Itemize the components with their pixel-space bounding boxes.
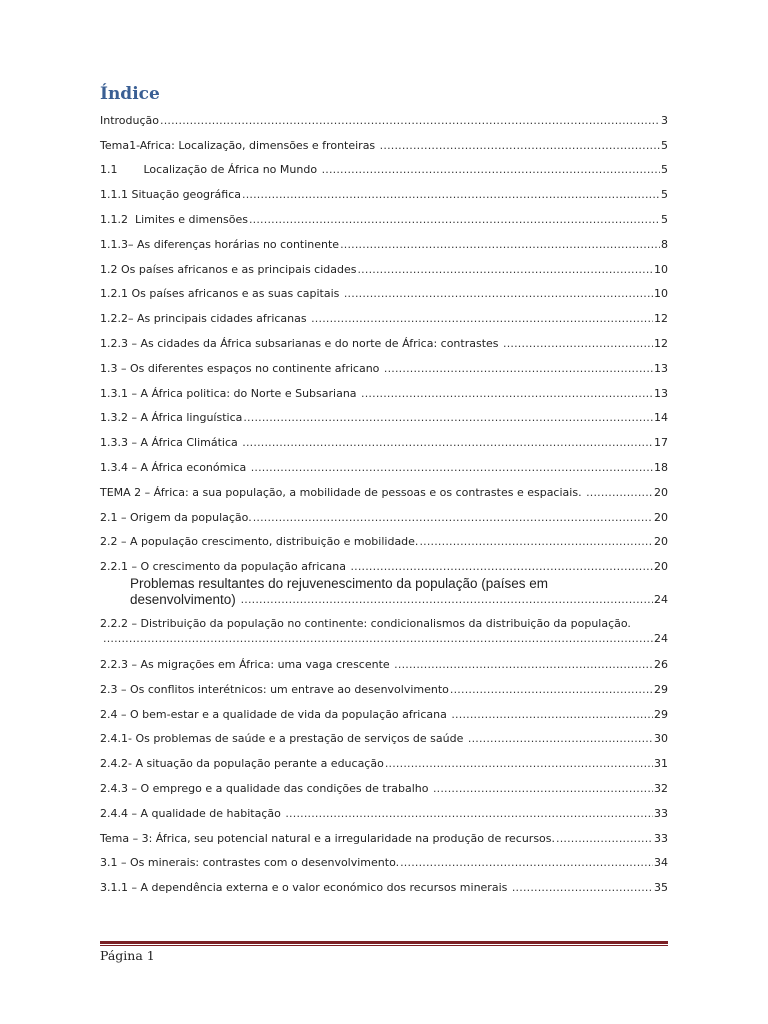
toc-leader-dots [394, 658, 653, 672]
toc-leader-dots [400, 856, 653, 870]
toc-entry-page: 12 [654, 336, 668, 350]
toc-entry-page: 24 [654, 593, 668, 607]
table-of-contents [100, 103, 668, 895]
toc-entry-multiline[interactable] [100, 574, 668, 608]
toc-entry-label: 1.1.3– As diferenças horárias no continente [100, 237, 340, 251]
toc-entry-label: Localização de África no Mundo [143, 163, 321, 177]
toc-entry[interactable] [100, 128, 668, 153]
toc-entry-label: Tema – 3: África, seu potencial natural e a irregularidade na produção de recursos. [100, 831, 556, 845]
toc-entry-label: 2.4.1- Os problemas de saúde e a prestação de serviços de saúde [100, 732, 467, 746]
toc-entry-page: 13 [654, 386, 668, 400]
toc-entry-label: 1.3.4 – A África económica [100, 460, 250, 474]
toc-entry-page: 8 [661, 237, 668, 251]
toc-entry-page: 20 [654, 510, 668, 524]
toc-entry-page: 5 [661, 163, 668, 177]
toc-leader-dots [361, 387, 653, 401]
toc-leader-dots [512, 881, 653, 895]
toc-entry[interactable] [100, 103, 668, 128]
toc-entry-page: 20 [654, 560, 668, 574]
toc-entry-page: 26 [654, 657, 668, 671]
toc-entry-page: 13 [654, 361, 668, 375]
toc-leader-dots [556, 832, 653, 846]
toc-entry[interactable] [100, 277, 668, 302]
toc-entry[interactable] [100, 351, 668, 376]
toc-leader-dots [450, 683, 653, 697]
toc-entry-label: 2.2 – A população crescimento, distribuição e mobilidade. [100, 535, 419, 549]
toc-leader-dots [241, 592, 653, 608]
toc-leader-dots [468, 732, 653, 746]
toc-entry-label: 1.3.3 – A África Climática [100, 436, 242, 450]
toc-entry-page: 14 [654, 411, 668, 425]
toc-entry-page: 29 [654, 707, 668, 721]
toc-entry-page: 24 [654, 632, 668, 646]
toc-entry[interactable] [100, 722, 668, 747]
toc-entry-page: 30 [654, 732, 668, 746]
toc-title: Índice [100, 84, 160, 104]
toc-leader-dots [419, 535, 653, 549]
toc-entry-page: 34 [654, 856, 668, 870]
toc-entry[interactable] [100, 647, 668, 672]
toc-entry-line2 [100, 592, 668, 608]
toc-entry[interactable] [100, 525, 668, 550]
toc-leader-dots [242, 188, 660, 202]
toc-entry[interactable] [100, 450, 668, 475]
toc-leader-dots [433, 782, 653, 796]
toc-entry[interactable] [100, 796, 668, 821]
toc-entry[interactable] [100, 475, 668, 500]
toc-entry-page: 35 [654, 881, 668, 895]
toc-leader-dots [285, 807, 653, 821]
toc-leader-dots [249, 213, 660, 227]
toc-entry-label: 3.1.1 – A dependência externa e o valor económico dos recursos minerais [100, 881, 511, 895]
toc-entry-label: 1.3.1 – A África politica: do Norte e Subsariana [100, 386, 361, 400]
toc-entry[interactable] [100, 326, 668, 351]
toc-leader-dots [311, 312, 653, 326]
toc-entry-label: 1.1.2 Limites e dimensões [100, 212, 248, 226]
toc-entry[interactable] [100, 870, 668, 895]
toc-entry-label: Introdução [100, 113, 160, 127]
toc-entry[interactable] [100, 376, 668, 401]
toc-entry-label: 2.4.3 – O emprego e a qualidade das condições de trabalho [100, 781, 432, 795]
toc-leader-dots [253, 511, 653, 525]
toc-entry-label: 1.3.2 – A África linguística [100, 411, 243, 425]
toc-leader-dots [586, 486, 653, 500]
toc-entry[interactable] [100, 672, 668, 697]
footer-rule-thin [100, 945, 668, 946]
toc-entry-label: 2.3 – Os conflitos interétnicos: um entrave ao desenvolvimento [100, 682, 449, 696]
toc-entry-label: 3.1 – Os minerais: contrastes com o desenvolvimento. [100, 856, 400, 870]
toc-entry-label: 1.2.3 – As cidades da África subsarianas e do norte de África: contrastes [100, 336, 503, 350]
toc-leader-dots [340, 238, 660, 252]
toc-entry-label: Tema1-Africa: Localização, dimensões e fronteiras [100, 138, 379, 152]
toc-entry-page: 10 [654, 287, 668, 301]
toc-entry-label: 1.2 Os países africanos e as principais cidades [100, 262, 357, 276]
toc-entry-page: 20 [654, 535, 668, 549]
toc-entry[interactable] [100, 227, 668, 252]
toc-entry[interactable] [100, 425, 668, 450]
toc-entry[interactable] [100, 846, 668, 871]
toc-entry[interactable] [100, 401, 668, 426]
toc-leader-dots [384, 362, 653, 376]
toc-entry-label: 2.1 – Origem da população. [100, 510, 252, 524]
toc-entry[interactable] [100, 697, 668, 722]
toc-entry[interactable] [100, 301, 668, 326]
toc-entry-page: 32 [654, 781, 668, 795]
toc-entry-page: 5 [661, 212, 668, 226]
toc-entry-label-line1: Problemas resultantes do rejuvenescimento da população (países em [130, 576, 548, 592]
toc-entry-page: 5 [661, 138, 668, 152]
toc-entry-page: 33 [654, 831, 668, 845]
toc-entry-page: 20 [654, 485, 668, 499]
toc-leader-dots [380, 139, 660, 153]
footer-rule-thick [100, 941, 668, 944]
toc-entry-page: 33 [654, 806, 668, 820]
toc-leader-dots [243, 411, 653, 425]
toc-entry-page: 3 [661, 113, 668, 127]
toc-leader-dots [242, 436, 653, 450]
toc-entry-label: 2.2.2 – Distribuição da população no continente: condicionalismos da distribuição da população. [100, 617, 631, 631]
toc-leader-dots [357, 263, 653, 277]
toc-leader-dots [451, 708, 653, 722]
toc-entry-page: 12 [654, 312, 668, 326]
toc-entry-label: 1.3 – Os diferentes espaços no continente africano [100, 361, 383, 375]
toc-entry-page: 5 [661, 188, 668, 202]
footer-rule [100, 941, 668, 946]
toc-entry-wrapped[interactable] [100, 608, 668, 647]
toc-leader-dots [322, 163, 660, 177]
toc-entry-label: 1.2.2– As principais cidades africanas [100, 312, 311, 326]
toc-entry-page: 31 [654, 757, 668, 771]
toc-leader-dots [344, 287, 653, 301]
toc-entry-label: 1.1.1 Situação geográfica [100, 188, 242, 202]
toc-entry-label: TEMA 2 – África: a sua população, a mobilidade de pessoas e os contrastes e espaciais. [100, 485, 586, 499]
toc-entry[interactable] [100, 549, 668, 574]
toc-leader-dots [160, 114, 660, 128]
toc-entry[interactable] [100, 500, 668, 525]
toc-leader-dots [385, 757, 653, 771]
toc-leader-dots [251, 461, 653, 475]
toc-leader-dots [103, 631, 653, 647]
toc-entry[interactable] [100, 153, 668, 178]
toc-leader-dots [350, 560, 653, 574]
toc-entry[interactable] [100, 746, 668, 771]
toc-entry-label-line2: desenvolvimento) [130, 592, 240, 608]
toc-entry-label: 2.4.2- A situação da população perante a educação [100, 757, 384, 771]
toc-entry-page: 29 [654, 682, 668, 696]
toc-entry-page: 17 [654, 436, 668, 450]
toc-entry-label: 2.2.3 – As migrações em África: uma vaga crescente [100, 657, 394, 671]
toc-entry-label: 2.4.4 – A qualidade de habitação [100, 806, 285, 820]
toc-entry-label: 1.2.1 Os países africanos e as suas capitais [100, 287, 343, 301]
toc-leader-dots [503, 337, 653, 351]
toc-entry[interactable] [100, 202, 668, 227]
toc-entry[interactable] [100, 821, 668, 846]
toc-entry-label: 2.2.1 – O crescimento da população africana [100, 560, 350, 574]
toc-entry-page: 18 [654, 460, 668, 474]
toc-entry[interactable] [100, 177, 668, 202]
toc-entry-page: 10 [654, 262, 668, 276]
toc-entry[interactable] [100, 771, 668, 796]
toc-entry-label: 2.4 – O bem-estar e a qualidade de vida da população africana [100, 707, 451, 721]
toc-entry-line2 [100, 631, 668, 647]
toc-entry[interactable] [100, 252, 668, 277]
toc-entry-number: 1.1 [100, 163, 118, 177]
footer-page-number: Página 1 [100, 948, 155, 963]
